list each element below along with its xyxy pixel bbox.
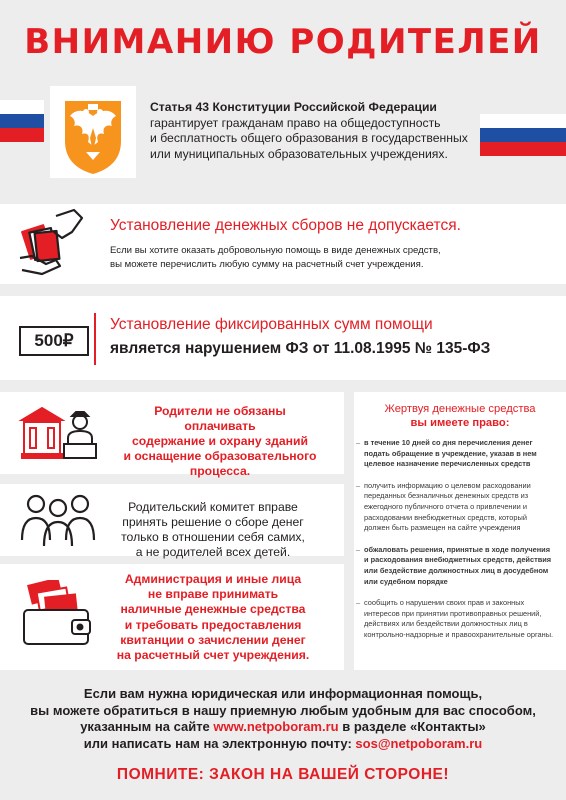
committee-line-4: а не родителей всех детей. [135, 545, 291, 559]
flag-right [480, 114, 566, 156]
rights-item-1 [356, 438, 554, 470]
sum-badge: 500₽ [19, 326, 89, 356]
rights-list [356, 438, 554, 652]
rights-item-2 [356, 481, 554, 534]
help-line-1: Если вам нужна юридическая или информационная помощь, [83, 686, 483, 701]
parents-line-3: и оснащение образовательного [123, 449, 317, 463]
slogan: ПОМНИТЕ: ЗАКОН НА ВАШЕЙ СТОРОНЕ! [116, 766, 450, 783]
parents-line-2: содержание и охрану зданий [132, 434, 308, 448]
help-line-3 [0, 719, 566, 736]
constitution-text [150, 100, 480, 162]
fees-text-line-1: Если вы хотите оказать добровольную помощь в виде денежных средств, [110, 245, 441, 256]
people-group-icon [18, 490, 98, 548]
fees-heading: Установление денежных сборов не допускается. [110, 217, 461, 234]
constitution-line-4: или муниципальных образовательных учреждениях. [150, 146, 448, 161]
rights-item-2-text: получить информацию о целевом расходовании переданных безналичных денежных средств из ежегодного публичного отчета о привлечении и расходовании внебюджетных средств, который должен быть размещен на сайте учреждения [364, 480, 531, 533]
parents-text [122, 404, 318, 479]
help-line-3-start: указанным на сайте [80, 719, 214, 734]
administration-line-2: не вправе принимать [147, 587, 279, 602]
rights-item-4 [356, 598, 554, 640]
committee-line-1: Родительский комитет вправе [128, 500, 298, 514]
building-guard-icon [18, 404, 98, 460]
fixed-heading: Установление фиксированных сумм помощи [110, 316, 433, 333]
administration-line-5: квитанции о зачислении денег [120, 632, 306, 647]
administration-line-1: Администрация и иные лица [124, 572, 302, 586]
rights-heading-line-1: Жертвуя денежные средства [384, 403, 536, 415]
fixed-subheading: является нарушением ФЗ от 11.08.1995 № 135-ФЗ [110, 340, 491, 357]
fees-text [110, 244, 441, 271]
rights-item-3 [356, 545, 554, 587]
committee-text [108, 500, 318, 560]
flag-left [0, 100, 44, 142]
help-line-2: вы можете обратиться в нашу приемную любым удобным для вас способом, [30, 702, 536, 718]
help-text [0, 686, 566, 752]
rights-item-4-text: сообщить о нарушении своих прав и законных интересов при принятии противоправных решений, действиях или бездействии должностных лиц в контрольно-надзорные и правоохранительные органы. [364, 598, 554, 639]
fees-text-line-2: вы можете перечислить любую сумму на расчетный счет учреждения. [110, 258, 424, 270]
help-line-4-start: или написать нам на электронную почту: [83, 735, 356, 751]
page-title: ВНИМАНИЮ РОДИТЕЛЕЙ [24, 22, 542, 62]
parents-line-1: Родители не обязаны оплачивать [154, 404, 286, 433]
wallet-money-icon [20, 580, 98, 650]
rights-heading [354, 402, 566, 430]
money-handshake-icon [16, 208, 86, 278]
website-link[interactable]: www.netpoboram.ru [213, 719, 339, 734]
constitution-line-2: гарантирует гражданам право на общедоступность [150, 115, 441, 130]
administration-text [108, 572, 318, 663]
constitution-line-3: и бесплатность общего образования в государственных [150, 131, 468, 146]
rights-item-1-text: в течение 10 дней со дня перечисления денег подать обращение в учреждение, указав в нем целевое назначение перечисленных средств [364, 438, 537, 469]
administration-line-4: и требовать предоставления [124, 617, 302, 632]
help-line-4 [0, 736, 566, 753]
constitution-line-1: Статья 43 Конституции Российской Федерации [150, 100, 437, 114]
rights-heading-line-2: вы имеете право: [410, 417, 510, 429]
coat-of-arms-icon [50, 86, 136, 178]
parents-line-4: процесса. [189, 464, 251, 478]
email-link[interactable]: sos@netpoboram.ru [355, 735, 483, 751]
divider-line [94, 313, 96, 365]
help-line-3-end: в разделе «Контакты» [338, 719, 486, 734]
administration-line-6: на расчетный счет учреждения. [116, 648, 310, 663]
rights-item-3-text: обжаловать решения, принятые в ходе получения и расходования внебюджетных средств, действия или бездействие должностных лиц в досудебном или судебном порядке [364, 544, 552, 586]
administration-line-3: наличные денежные средства [120, 602, 306, 617]
committee-line-2: принять решение о сборе денег [122, 515, 304, 529]
committee-line-3: только в отношении себя самих, [121, 530, 305, 544]
